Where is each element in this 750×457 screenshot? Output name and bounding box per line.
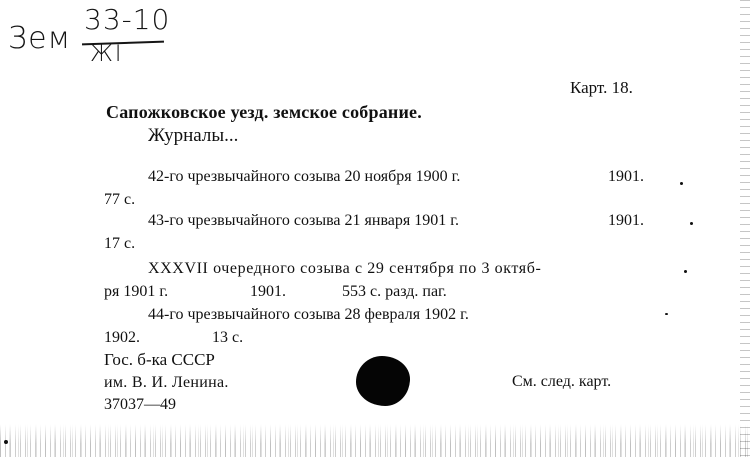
entry-3-text-continued: ря 1901 г. — [104, 283, 169, 300]
entry-2-year: 1901. — [608, 212, 644, 229]
handwritten-numerator: 33-10 — [84, 3, 171, 36]
entry-3-year: 1901. — [250, 283, 286, 300]
card-number: Карт. 18. — [570, 78, 633, 97]
scan-speck — [684, 270, 687, 273]
card-subtitle: Журналы... — [148, 125, 239, 146]
entry-1-text: 42-го чрезвычайного созыва 20 ноября 1900 г. — [148, 168, 461, 185]
entry-1-year: 1901. — [608, 168, 644, 185]
card-title: Сапожковское уезд. земское собрание. — [106, 102, 422, 122]
library-line-2: им. В. И. Ленина. — [104, 374, 229, 391]
scan-speck — [665, 313, 668, 315]
scan-edge-noise — [0, 424, 750, 457]
entry-4-pages: 13 с. — [212, 329, 244, 346]
entry-4-year: 1902. — [104, 329, 140, 346]
scan-edge-noise — [740, 0, 750, 457]
library-accession-number: 37037—49 — [104, 396, 176, 413]
entry-4-text: 44-го чрезвычайного созыва 28 февраля 1902 г. — [148, 306, 469, 323]
scan-speck — [680, 182, 683, 185]
entry-2-pages: 17 с. — [104, 235, 136, 252]
library-line-1: Гос. б-ка СССР — [104, 350, 215, 369]
entry-3-text: XXXVII очередного созыва с 29 сентября по 3 октяб- — [148, 260, 542, 277]
handwritten-denominator: ЖI — [90, 42, 124, 67]
entry-3-pages: 553 с. разд. паг. — [342, 283, 447, 300]
ink-blot — [356, 356, 410, 406]
handwritten-prefix: Зем — [8, 21, 72, 56]
entry-1-pages: 77 с. — [104, 191, 136, 208]
see-next-card: См. след. карт. — [512, 373, 612, 390]
scan-speck — [690, 222, 693, 225]
entry-2-text: 43-го чрезвычайного созыва 21 января 1901 г. — [148, 212, 459, 229]
